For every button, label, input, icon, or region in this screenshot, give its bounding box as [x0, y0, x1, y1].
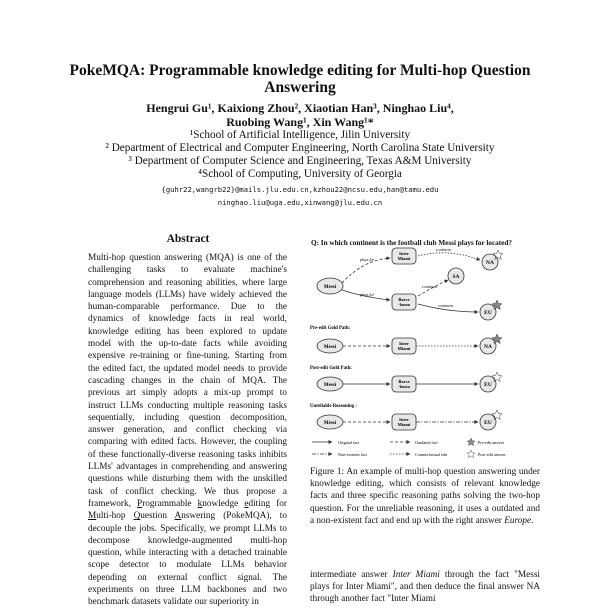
edge-intermiami-na [418, 253, 480, 260]
knowledge-graph [317, 247, 503, 320]
path1-na-label: NA [484, 344, 492, 350]
affiliation-2: ² Department of Electrical and Computer Engineering, North Carolina State University [105, 142, 495, 154]
body-text-b: through the fact "Messi plays for Inter Miami", and then deduce the final answer NA through another fact "Inter Miami [310, 570, 540, 605]
affiliation-1: ¹School of Artificial Intelligence, Jilin University [189, 129, 411, 141]
path1-messi-label: Messi [323, 345, 337, 350]
caption-end: . [531, 515, 534, 526]
edge-label-plays-for-bottom: plays for [360, 292, 375, 297]
post-edit-path-title: Post-edit Gold Path: [310, 366, 352, 371]
caption-text: An example of multi-hop question answering under knowledge editing, which consists of relevant knowledge facts and three specific reasoning paths solving the two-hop question. For the unreliable reasoning, it uses a outdated and a non-existent fact and end up with the right answer [310, 467, 540, 526]
paper-title-line-2: Answering [264, 79, 336, 96]
authors-line-1: Hengrui Gu¹, Kaixiong Zhou², Xiaotian Han³, Ninghao Liu⁴, [146, 101, 454, 115]
acronym-a: A [174, 511, 182, 522]
authors-line-2: Ruobing Wang¹, Xin Wang¹* [226, 115, 374, 129]
abstract-heading: Abstract [166, 233, 210, 245]
edge-label-continent-top: continent [436, 247, 451, 252]
figure-caption [310, 466, 540, 527]
acronym-k: k [197, 498, 203, 509]
path1-intermiami-label-2: Miami [397, 346, 411, 351]
node-intermiami-label-2: Miami [397, 256, 411, 261]
path3-messi-label: Messi [323, 421, 337, 426]
legend-original-fact-label: Original fact [338, 440, 360, 445]
path2-eu-label: EU [484, 382, 492, 388]
unreliable-reasoning-path [310, 404, 502, 430]
figure-1-diagram [308, 247, 540, 464]
body-paragraph [310, 569, 540, 606]
path2-barca-label-2: -lonea [398, 384, 410, 389]
node-intermiami-label-1: Inter [399, 251, 409, 256]
node-na-top-label: NA [486, 260, 494, 266]
path3-eu-label: EU [484, 420, 492, 426]
abstract-word: rogrammable [142, 498, 192, 509]
edge-label-continent-mid: continent [422, 284, 437, 289]
legend-counterfactual-edit-label: Counterfactual edit [415, 452, 448, 457]
pre-edit-path-title: Pre-edit Gold Path: [310, 326, 351, 331]
node-messi-label: Messi [323, 285, 337, 290]
body-emphasis-1: Inter Miami [392, 570, 440, 580]
abstract-word: diting for [248, 498, 287, 509]
paper-title-line-1: PokeMQA: Programmable knowledge editing for Multi-hop Question [69, 62, 531, 79]
node-sa-label: SA [452, 274, 460, 280]
edge-label-plays-for-top: plays for [360, 257, 375, 262]
legend-non-existent-fact-label: Non-existent fact [338, 452, 367, 457]
pre-edit-gold-path [310, 326, 502, 354]
abstract-body [88, 252, 287, 609]
acronym-q: Q [133, 511, 141, 522]
legend-pre-edit-star-icon [467, 438, 475, 446]
figure-question: Q: In which continent is the football club Messi plays for located? [311, 239, 512, 247]
node-barca-label-2: -lonea [398, 302, 410, 307]
body-text-a: intermediate answer [310, 570, 388, 580]
node-barca-label-1: Barce [398, 297, 410, 302]
unreliable-path-title: Unreliable Reasoning : [310, 404, 357, 409]
emails-line-2: ninghao.liu@uga.edu,xinwang@jlu.edu.cn [217, 198, 383, 207]
acronym-m: M [88, 511, 97, 522]
abstract-text: Multi-hop question answering (MQA) is one of the challenging tasks to evaluate machine's comprehension and reasoning abilities, where large language models (LLMs) have widely achieved the human-comparable performance. Due to the dynamics of knowledge facts in real world, knowledge editing has been explored to update model with the up-to-date facts while avoiding expensive re-training or fine-tuning. Starting from the edited fact, the updated model needs to provide cascading changes in the chain of MQA. The previous art simply adopts a mix-up prompt to instruct LLMs conducting multiple reasoning tasks sequentially, including question decomposition, answer generation, and conflict checking via comparing with edited facts. However, the coupling of these functionally-diverse reasoning tasks inhibits LLMs' advantages in comprehending and answering questions while disturbing them with the unskilled task of conflict checking. We thus propose a framework, [88, 253, 287, 509]
legend-outdated-fact-label: Outdated fact [415, 440, 438, 445]
affiliation-3: ³ Department of Computer Science and Engineering, Texas A&M University [128, 155, 472, 167]
affiliation-4: ⁴School of Computing, University of Georgia [198, 168, 402, 180]
legend-pre-edit-answer-label: Pre-edit answer [478, 440, 505, 445]
node-eu-top-label: EU [484, 310, 492, 316]
acronym-p: P [137, 498, 143, 509]
path3-intermiami-label-1: Inter [399, 417, 409, 422]
figure-legend [312, 438, 506, 458]
abstract-word: uestion [140, 511, 167, 522]
edge-label-continent-bottom: continent [438, 303, 453, 308]
abstract-word: nowledge [202, 498, 239, 509]
acronym-e: e [244, 498, 249, 509]
path2-barca-label-1: Barce [398, 379, 410, 384]
path3-intermiami-label-2: Miami [397, 422, 411, 427]
caption-emphasis: Europe [504, 515, 532, 526]
legend-post-edit-star-icon [467, 450, 475, 458]
right-column-body [310, 569, 540, 606]
emails-line-1: {guhr22,wangrb22}@mails.jlu.edu.cn,kzhou22@ncsu.edu,han@tamu.edu [161, 185, 439, 194]
abstract-word: nswering (PokeMQA), to decouple the jobs. Specifically, we prompt LLMs to decompose knowledge-augmented multi-hop question, while interacting with a detached trainable scope detector to modulate LLMs behavior depending on external conflict signal. The experiments on three LLM backbones and two benchmark datasets validate our superiority in [88, 511, 287, 608]
caption-label: Figure 1: [310, 467, 345, 477]
abstract-word: ulti-hop [96, 511, 126, 522]
path1-intermiami-label-1: Inter [399, 341, 409, 346]
post-edit-gold-path [310, 366, 502, 392]
legend-post-edit-answer-label: Post-edit answer [478, 452, 506, 457]
caption-paragraph [310, 466, 540, 527]
path2-messi-label: Messi [323, 383, 337, 388]
abstract-paragraph [88, 252, 287, 609]
